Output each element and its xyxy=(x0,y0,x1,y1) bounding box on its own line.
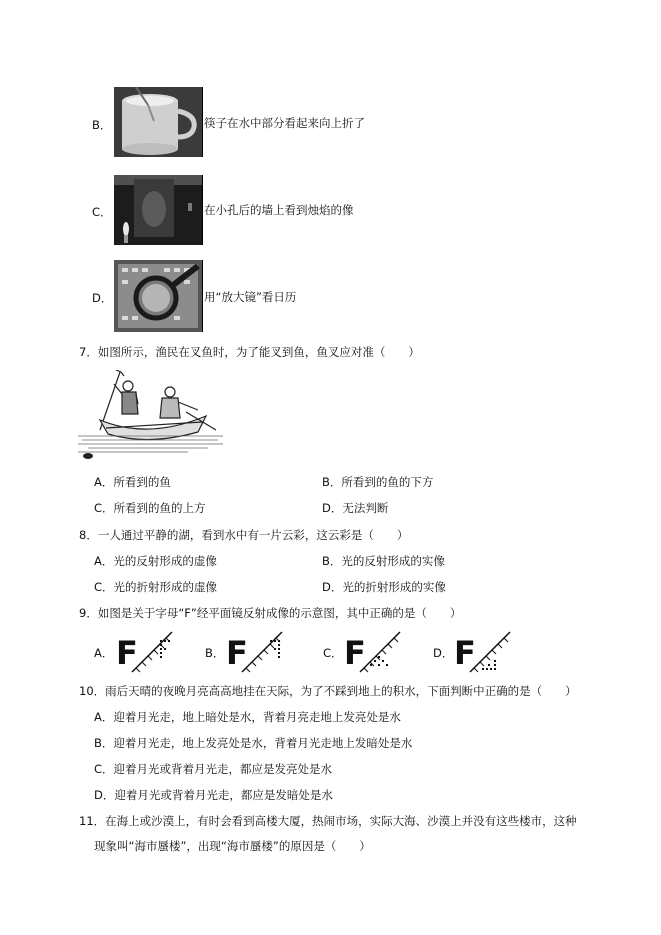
q9-option-c-label: C． xyxy=(323,646,343,660)
q9-option-b-diagram xyxy=(224,628,284,674)
question-10-stem: 10．雨后天晴的夜晚月亮高高地挂在天际，为了不踩到地上的积水，下面判断中正确的是（ ） xyxy=(79,684,577,698)
q10-option-c: C．迎着月光或背着月光走，都应是发亮处是水 xyxy=(94,762,333,776)
option-b-label: B． xyxy=(92,118,112,132)
letter-f: F xyxy=(116,634,138,672)
option-d-text: 用“放大镜”看日历 xyxy=(204,290,297,304)
q8-option-c: C．光的折射形成的虚像 xyxy=(94,580,218,594)
q10-option-b: B．迎着月光走，地上发亮处是水，背着月光走地上发暗处是水 xyxy=(94,736,413,750)
option-c-text: 在小孔后的墙上看到烛焰的像 xyxy=(204,203,354,217)
magnifier-calendar-photo xyxy=(114,260,203,332)
q7-option-b: B．所看到的鱼的下方 xyxy=(322,475,434,489)
option-c-label: C． xyxy=(92,205,112,219)
q8-option-b: B．光的反射形成的实像 xyxy=(322,554,445,568)
q7-option-a: A．所看到的鱼 xyxy=(94,475,171,489)
q9-option-d-label: D． xyxy=(433,646,454,660)
q9-option-a-diagram xyxy=(114,628,174,674)
q7-option-d: D．无法判断 xyxy=(322,501,389,515)
question-11-line-1: 11．在海上或沙漠上，有时会看到高楼大厦，热闹市场，实际大海、沙漠上并没有这些楼市，这种 xyxy=(79,814,577,828)
fisherman-illustration xyxy=(78,370,223,462)
question-7-stem: 7．如图所示，渔民在叉鱼时，为了能叉到鱼，鱼叉应对准（ ） xyxy=(79,345,420,359)
question-9-stem: 9．如图是关于字母“F”经平面镜反射成像的示意图，其中正确的是（ ） xyxy=(79,606,462,620)
q10-option-a: A．迎着月光走，地上暗处是水，背着月亮走地上发亮处是水 xyxy=(94,710,401,724)
q7-option-c: C．所看到的鱼的上方 xyxy=(94,501,206,515)
q9-option-d-diagram xyxy=(452,628,512,674)
q8-option-a: A．光的反射形成的虚像 xyxy=(94,554,217,568)
option-d-label: D． xyxy=(92,291,113,305)
pinhole-candle-photo xyxy=(114,175,203,245)
question-8-stem: 8．一人通过平静的湖，看到水中有一片云彩，这云彩是（ ） xyxy=(79,528,409,542)
q9-option-c-diagram xyxy=(342,628,402,674)
q9-option-a-label: A． xyxy=(94,646,114,660)
question-11-line-2: 现象叫“海市蜃楼”，出现“海市蜃楼”的原因是（ ） xyxy=(94,839,371,853)
q9-option-b-label: B． xyxy=(205,646,225,660)
cup-chopsticks-photo xyxy=(114,87,203,157)
q10-option-d: D．迎着月光或背着月光走，都应是发暗处是水 xyxy=(94,788,333,802)
svg-text:F: F xyxy=(454,634,476,672)
svg-text:F: F xyxy=(344,634,366,672)
q8-option-d: D．光的折射形成的实像 xyxy=(322,580,446,594)
svg-text:F: F xyxy=(226,634,248,672)
option-b-text: 筷子在水中部分看起来向上折了 xyxy=(204,116,365,130)
